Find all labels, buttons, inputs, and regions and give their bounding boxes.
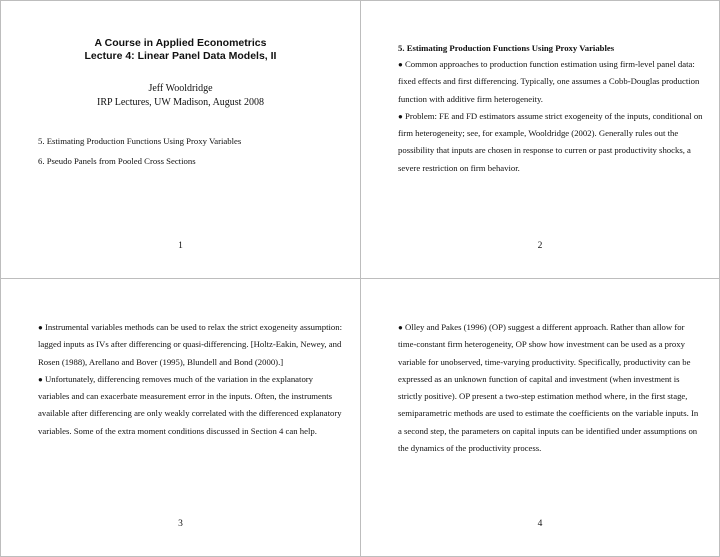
- slide-4-bullets: [398, 319, 703, 457]
- toc-item: 5. Estimating Production Functions Using Proxy Variables: [38, 136, 242, 146]
- bullet-icon: ●: [398, 60, 403, 69]
- slide-3-bullets: [38, 319, 343, 440]
- page-number: 3: [178, 519, 183, 529]
- title-line-2: Lecture 4: Linear Panel Data Models, II: [84, 50, 277, 62]
- bullet-text: Unfortunately, differencing removes much of the variation in the explanatory variables and can exacerbate measurement error in the inputs. Often, the instruments available after differencing are only weakly correlated with the differenced explanatory variables. Some of the extra moment conditions discussed in Section 4 can help.: [38, 373, 342, 436]
- slide-2: [360, 0, 720, 279]
- bullet-item: [398, 108, 703, 177]
- venue: IRP Lectures, UW Madison, August 2008: [97, 96, 264, 108]
- bullet-text: Instrumental variables methods can be used to relax the strict exogeneity assumption: lagged inputs as IVs after differencing or quasi-differencing. [Holtz-Eakin, Newey, and Rosen (1988), Arellano and Bover (1995), Blundell and Bond (2000).]: [38, 322, 342, 367]
- slide-1-title: [1, 37, 360, 63]
- slide-3: [0, 278, 361, 557]
- bullet-text: Common approaches to production function estimation using firm-level panel data: fixed effects and first differencing. Typically, one assumes a Cobb-Douglas production function with additive firm heterogeneity.: [398, 59, 700, 104]
- bullet-text: Problem: FE and FD estimators assume strict exogeneity of the inputs, conditional on firm heterogeneity; see, for example, Wooldridge (2002). Generally rules out the possibility that inputs are chosen in response to curren or past productivity shocks, a severe restriction on firm behavior.: [398, 110, 703, 173]
- author-name: Jeff Wooldridge: [148, 83, 213, 94]
- slide-2-heading: 5. Estimating Production Functions Using Proxy Variables: [398, 43, 615, 53]
- bullet-item: [38, 371, 343, 440]
- page-number: 1: [178, 241, 183, 251]
- bullet-icon: ●: [398, 323, 403, 332]
- bullet-icon: ●: [38, 374, 43, 384]
- title-line-1: A Course in Applied Econometrics: [94, 37, 267, 49]
- slide-4: [360, 278, 720, 557]
- bullet-icon: ●: [398, 111, 403, 121]
- bullet-text: Olley and Pakes (1996) (OP) suggest a different approach. Rather than allow for time-constant firm heterogeneity, OP show how investment can be used as a proxy variable for unobserved, time-varying productivity. Specifically, productivity can be expressed as an unknown function of capital and investment (when investment is strictly positive). OP present a two-step estimation method where, in the first stage, semiparametric methods are used to estimate the coefficients on the variable inputs. In a second step, the parameters on capital inputs can be identified under assumptions on the dynamics of the productivity process.: [398, 322, 699, 454]
- bullet-item: [38, 319, 343, 371]
- toc-item: 6. Pseudo Panels from Pooled Cross Sections: [38, 156, 196, 166]
- page-number: 4: [537, 519, 543, 529]
- slide-1-author-block: [1, 82, 360, 109]
- bullet-icon: ●: [38, 323, 43, 332]
- bullet-item: [398, 319, 703, 457]
- slide-1: [0, 0, 361, 279]
- page-number: 2: [537, 241, 543, 251]
- table-of-contents: [38, 131, 241, 171]
- slide-2-bullets: [398, 56, 703, 177]
- bullet-item: [398, 56, 703, 108]
